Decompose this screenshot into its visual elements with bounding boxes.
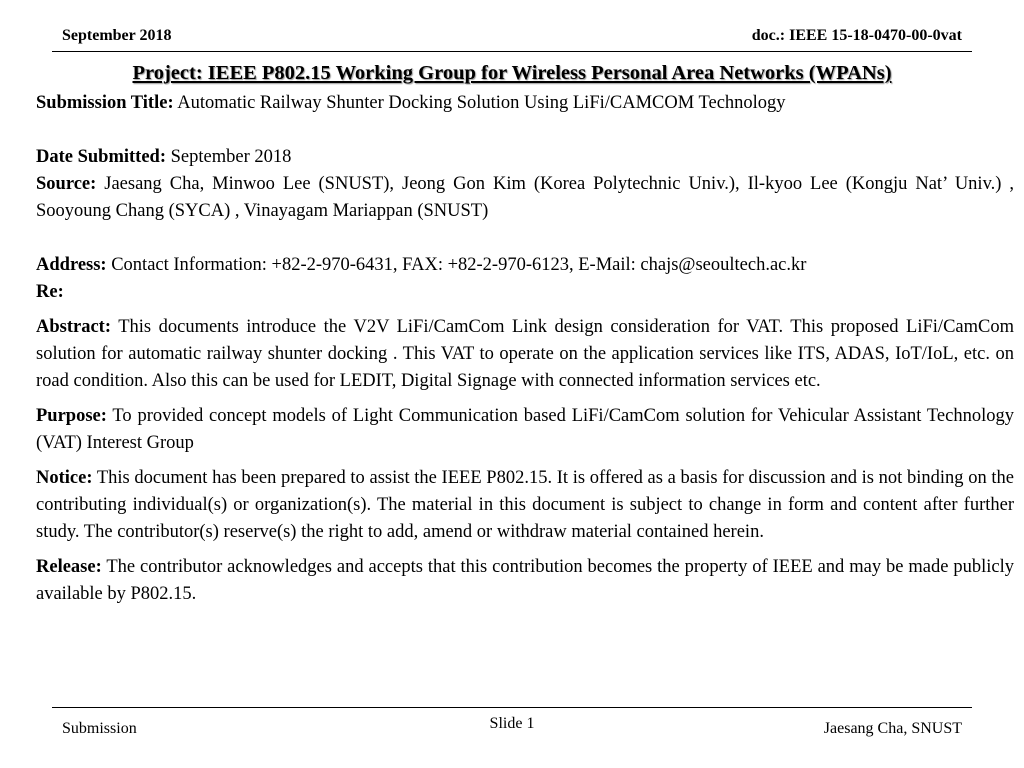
header-divider	[52, 51, 972, 52]
header-date: September 2018	[62, 27, 172, 44]
submission-title-field	[36, 90, 1014, 117]
date-submitted-label: Date Submitted:	[36, 147, 167, 167]
abstract-value: This documents introduce the V2V LiFi/CamCom Link design consideration for VAT. This proposed LiFi/CamCom solution for automatic railway shunter docking . This VAT to operate on the application services like ITS, ADAS, IoT/IoL, etc. on road condition. Also this can be used for LEDIT, Digital Signage with connected information services etc.	[36, 317, 1014, 391]
header-doc-number: doc.: IEEE 15-18-0470-00-0vat	[751, 27, 962, 44]
release-label: Release:	[36, 557, 102, 577]
abstract-field	[36, 314, 1014, 395]
address-field	[36, 252, 1014, 279]
notice-label: Notice:	[36, 468, 93, 488]
source-label: Source:	[36, 174, 97, 194]
submission-title-label: Submission Title:	[36, 93, 174, 113]
source-field	[36, 171, 1014, 225]
date-submitted-field	[36, 144, 1014, 171]
release-field	[36, 554, 1014, 608]
re-field	[36, 279, 1014, 306]
release-value: The contributor acknowledges and accepts that this contribution becomes the property of IEEE and may be made publicly available by P802.15.	[36, 557, 1014, 604]
purpose-label: Purpose:	[36, 406, 107, 426]
notice-field	[36, 465, 1014, 546]
notice-value: This document has been prepared to assist the IEEE P802.15. It is offered as a basis for discussion and is not binding on the contributing individual(s) or organization(s). The material in this document is subject to change in form and content after further study. The contributor(s) reserve(s) the right to add, amend or withdraw material contained herein.	[36, 468, 1015, 542]
submission-title-value: Automatic Railway Shunter Docking Solution Using LiFi/CAMCOM Technology	[177, 93, 786, 113]
address-label: Address:	[36, 255, 107, 275]
purpose-field	[36, 403, 1014, 457]
address-value: Contact Information: +82-2-970-6431, FAX: +82-2-970-6123, E-Mail: chajs@seoultech.ac.kr	[111, 255, 807, 275]
footer-divider	[52, 707, 972, 708]
date-submitted-value: September 2018	[170, 147, 292, 167]
abstract-label: Abstract:	[36, 317, 112, 337]
purpose-value: To provided concept models of Light Communication based LiFi/CamCom solution for Vehicular Assistant Technology (VAT) Interest Group	[36, 406, 1014, 453]
footer-submission: Submission	[62, 720, 137, 737]
footer-author: Jaesang Cha, SNUST	[823, 720, 962, 737]
slide-number: Slide 1	[489, 715, 535, 732]
project-title: Project: IEEE P802.15 Working Group for Wireless Personal Area Networks (WPANs)	[132, 62, 892, 84]
source-value: Jaesang Cha, Minwoo Lee (SNUST), Jeong Gon Kim (Korea Polytechnic Univ.), Il-kyoo Lee (Kongju Nat’ Univ.) , Sooyoung Chang (SYCA) , Vinayagam Mariappan (SNUST)	[36, 174, 1015, 221]
slide-body	[36, 90, 1014, 608]
re-label: Re:	[36, 282, 64, 302]
